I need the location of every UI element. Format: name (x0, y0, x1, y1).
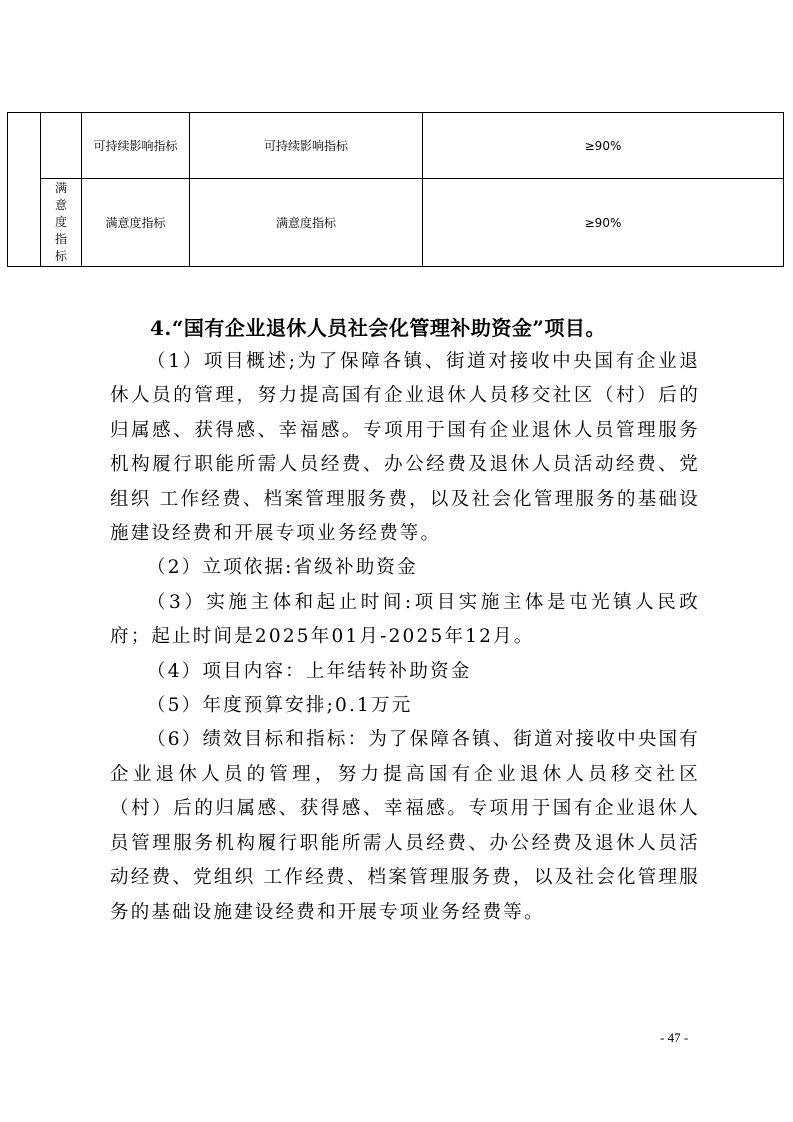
sub-indicator-cell: 满意度指标 (190, 179, 423, 267)
category-cell-empty (41, 113, 82, 179)
paragraph-subject-period: （3）实施主体和起止时间:项目实施主体是屯光镇人民政府；起止时间是2025年01月-2025年12月。 (110, 591, 700, 648)
paragraph-content: （4）项目内容：上年结转补助资金 (147, 660, 472, 682)
page-number: - 47 - (660, 1030, 689, 1045)
paragraph-budget: （5）年度预算安排;0.1万元 (147, 695, 413, 717)
paragraph-basis: （2）立项依据:省级补助资金 (147, 557, 418, 579)
category-cell-satisfaction (41, 179, 82, 267)
paragraph-overview: （1）项目概述;为了保障各镇、街道对接收中央国有企业退休人员的管理，努力提高国有企业退休人员移交社区（村）后的归属感、获得感、幸福感。专项用于国有企业退休人员管理服务机构履行职能所需人员经费、办公经费及退休人员活动经费、党组织 工作经费、档案管理服务费，以及社会化管理服务的基础设施建设经费和开展专项业务经费等。 (110, 351, 700, 545)
indicator-cell: 满意度指标 (82, 179, 190, 267)
indicator-value-cell: ≥90% (423, 179, 784, 267)
paragraph-performance-goals: （6）绩效目标和指标：为了保障各镇、街道对接收中央国有企业退休人员的管理，努力提高国有企业退休人员移交社区（村）后的归属感、获得感、幸福感。专项用于国有企业退休人员管理服务机构履行职能所需人员经费、办公经费及退休人员活动经费、党组织 工作经费、档案管理服务费，以及社会化管理服务的基础设施建设经费和开展专项业务经费等。 (110, 729, 700, 923)
indicator-table (7, 112, 784, 267)
table-row (8, 179, 784, 267)
table-row (8, 113, 784, 179)
indicator-table-wrapper (7, 112, 783, 267)
indicator-cell: 可持续影响指标 (82, 113, 190, 179)
category-label: 满意度指标 (54, 181, 67, 263)
indicator-value-cell: ≥90% (423, 113, 784, 179)
section-body (110, 345, 700, 930)
outer-category-cell (8, 113, 41, 267)
section-title: 4.“国有企业退休人员社会化管理补助资金”项目。 (150, 316, 606, 340)
sub-indicator-cell: 可持续影响指标 (190, 113, 423, 179)
